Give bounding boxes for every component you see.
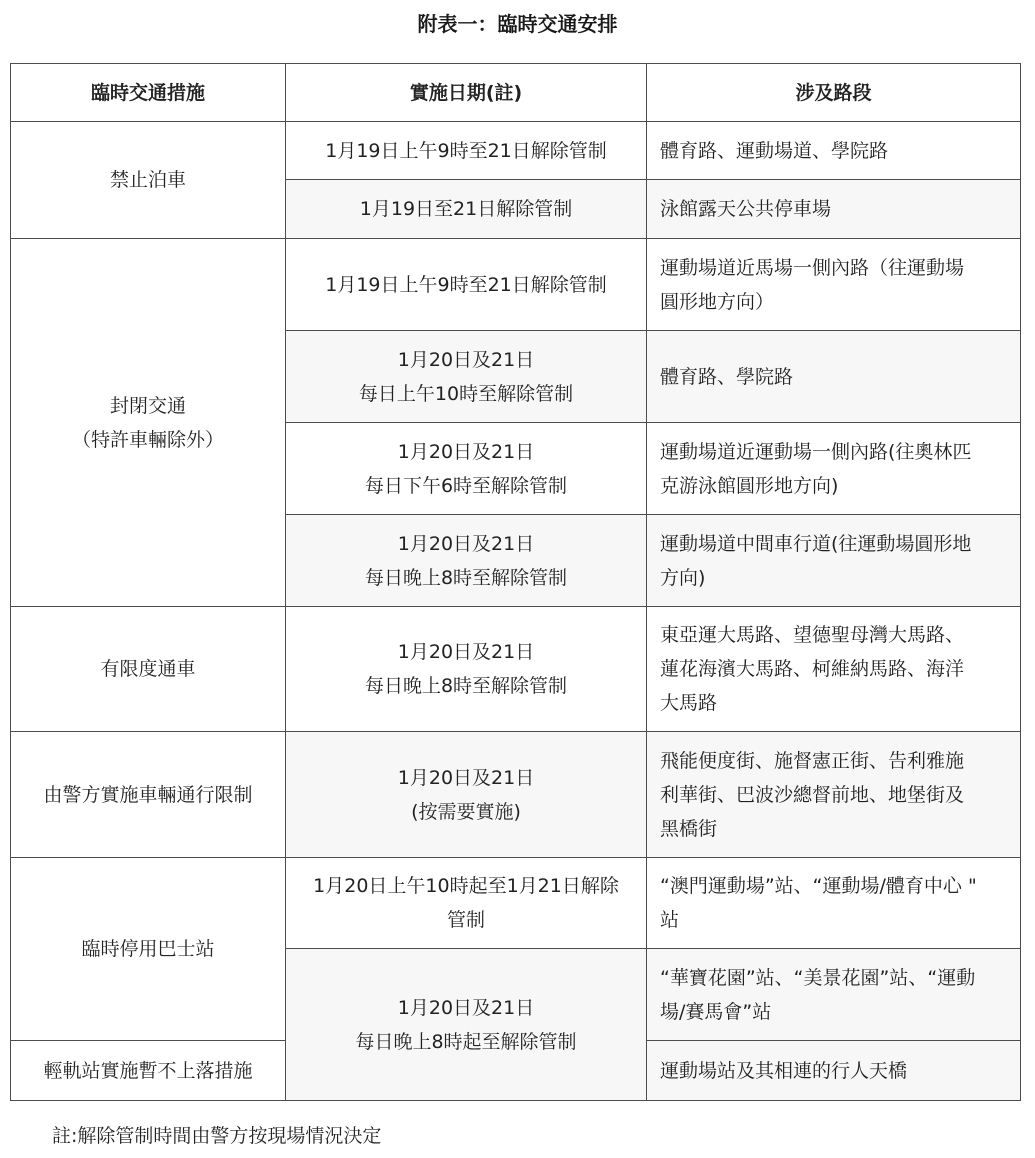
table-row: [11, 858, 1021, 949]
date-line: 1月20日及21日: [397, 766, 535, 789]
measure-cell: 臨時停用巴士站: [11, 858, 286, 1041]
road-line: 場/賽馬會”站: [660, 1000, 772, 1023]
road-cell: [647, 331, 1021, 423]
road-line: 圓形地方向）: [660, 290, 775, 313]
table-row: [11, 239, 1021, 331]
date-cell: [286, 331, 647, 423]
date-line: 每日晚上8時至解除管制: [364, 675, 568, 697]
road-line: 站: [660, 909, 680, 931]
table-row: [11, 607, 1021, 732]
road-line: 蓮花海濱大馬路、柯維納馬路、海洋: [660, 658, 965, 680]
road-line: 泳館露天公共停車場: [660, 198, 832, 220]
road-cell: [647, 1041, 1021, 1101]
road-cell: [647, 858, 1021, 949]
road-cell: [647, 239, 1021, 331]
road-line: “澳門運動場”站、“運動場/體育中心 ": [660, 875, 977, 897]
road-line: 運動場道中間車行道(往運動場圓形地: [660, 532, 972, 555]
date-cell: [286, 858, 647, 949]
header-date: 實施日期(註): [286, 64, 647, 122]
date-line: 1月20日及21日: [397, 348, 535, 371]
road-line: 體育路、學院路: [660, 365, 794, 388]
date-cell: [286, 949, 647, 1101]
road-line: 大馬路: [660, 692, 718, 714]
measure-cell: 有限度通車: [11, 607, 286, 732]
measure-cell: [11, 239, 286, 607]
traffic-arrangement-table: [10, 63, 1021, 1101]
date-line: 每日晚上8時起至解除管制: [355, 1030, 577, 1053]
road-cell: [647, 180, 1021, 239]
date-line: 1月20日及21日: [397, 996, 535, 1019]
page-title: 附表一：臨時交通安排: [417, 12, 618, 36]
date-line: 每日上午10時至解除管制: [358, 382, 574, 405]
road-cell: [647, 732, 1021, 858]
date-cell: [286, 732, 647, 858]
measure-line: 封閉交通: [109, 394, 186, 417]
measure-line: （特許車輛除外）: [71, 428, 224, 451]
date-line: 1月19日上午9時至21日解除管制: [325, 273, 607, 296]
date-cell: [286, 423, 647, 515]
footnote: 註:解除管制時間由警方按現場情況決定: [52, 1125, 382, 1147]
road-line: “華寶花園”站、“美景花園”站、“運動: [660, 966, 976, 989]
table-header-row: [11, 64, 1021, 122]
date-cell: [286, 239, 647, 331]
road-cell: [647, 423, 1021, 515]
date-line: 1月20日及21日: [397, 440, 535, 463]
road-cell: [647, 607, 1021, 732]
table-row: [11, 732, 1021, 858]
road-line: 運動場站及其相連的行人天橋: [660, 1059, 908, 1082]
road-line: 東亞運大馬路、望德聖母灣大馬路、: [660, 624, 965, 646]
date-line: 每日下午6時至解除管制: [364, 474, 568, 497]
header-road: 涉及路段: [647, 64, 1021, 122]
date-line: 1月20日及21日: [397, 641, 535, 663]
road-line: 飛能便度街、施督憲正街、告利雅施: [660, 749, 965, 772]
header-measure: 臨時交通措施: [11, 64, 286, 122]
date-cell: [286, 180, 647, 239]
date-line: 管制: [446, 909, 485, 931]
date-line: 1月20日及21日: [397, 532, 535, 555]
date-line: (按需要實施): [411, 800, 521, 823]
road-line: 利華街、巴波沙總督前地、地堡街及: [660, 783, 965, 806]
road-line: 體育路、運動場道、學院路: [660, 139, 889, 162]
date-line: 每日晚上8時至解除管制: [364, 566, 568, 589]
date-cell: [286, 122, 647, 180]
road-line: 運動場道近運動場一側內路(往奧林匹: [660, 440, 972, 463]
road-line: 克游泳館圓形地方向): [660, 474, 839, 497]
date-line: 1月19日至21日解除管制: [359, 198, 573, 220]
road-cell: [647, 949, 1021, 1041]
road-line: 方向): [660, 566, 706, 589]
table-row: [11, 122, 1021, 180]
date-cell: [286, 515, 647, 607]
measure-cell: 輕軌站實施暫不上落措施: [11, 1041, 286, 1101]
road-line: 運動場道近馬場一側內路（往運動場: [660, 256, 965, 279]
date-line: 1月19日上午9時至21日解除管制: [325, 139, 607, 162]
date-line: 1月20日上午10時起至1月21日解除: [313, 875, 619, 897]
road-line: 黑橋街: [660, 817, 718, 840]
date-cell: [286, 607, 647, 732]
road-cell: [647, 515, 1021, 607]
measure-cell: 禁止泊車: [11, 122, 286, 239]
measure-cell: 由警方實施車輛通行限制: [11, 732, 286, 858]
road-cell: [647, 122, 1021, 180]
